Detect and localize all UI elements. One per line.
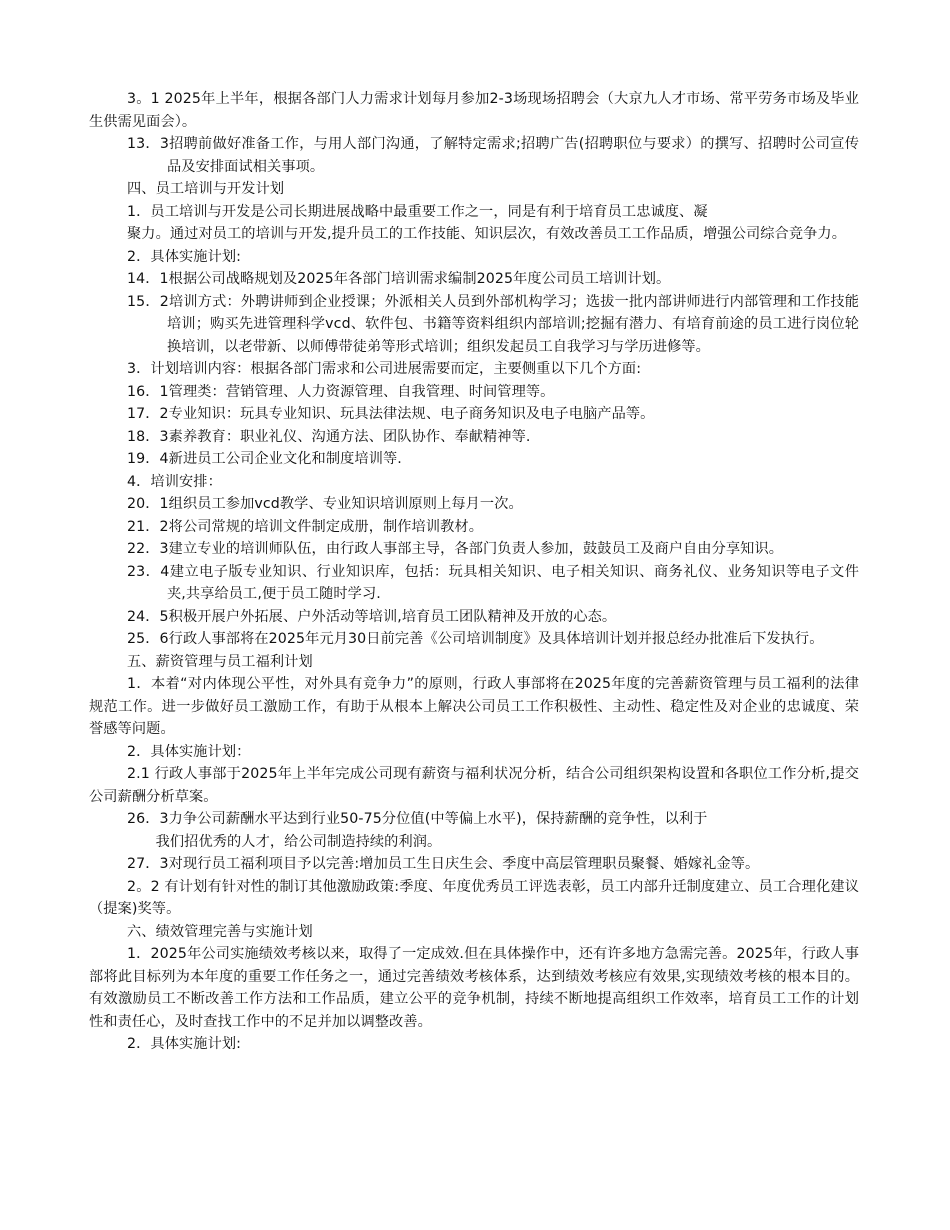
paragraph: 五、薪资管理与员工福利计划: [127, 653, 313, 670]
paragraph: 27．3对现行员工福利项目予以完善:增加员工生日庆生会、季度中高层管理职员聚餐、婚嫁礼金等。: [127, 856, 760, 872]
paragraph: 19．4新进员工公司企业文化和制度培训等.: [127, 451, 402, 467]
paragraph: 14．1根据公司战略规划及2025年各部门培训需求编制2025年度公司员工培训计划。: [127, 271, 671, 287]
paragraph: 16．1管理类：营销管理、人力资源管理、自我管理、时间管理等。: [127, 383, 555, 400]
paragraph: 4．培训安排：: [127, 473, 222, 490]
paragraph: 2.1 行政人事部于2025年上半年完成公司现有薪资与福利状况分析，结合公司组织架构设置和各职位工作分析,提交公司薪酬分析草案。: [89, 766, 859, 805]
paragraph: 24．5积极开展户外拓展、户外活动等培训,培育员工团队精神及开放的心态。: [127, 608, 617, 625]
paragraph: 2．具体实施计划：: [127, 743, 251, 760]
paragraph: 3．计划培训内容：根据各部门需求和公司进展需要而定，主要侧重以下几个方面:: [127, 361, 642, 377]
paragraph: 22．3建立专业的培训师队伍，由行政人事部主导，各部门负责人参加，鼓鼓员工及商户自由分享知识。: [127, 541, 784, 557]
paragraph: 20．1组织员工参加vcd教学、专业知识培训原则上每月一次。: [127, 496, 523, 512]
paragraph: 2．具体实施计划:: [127, 1036, 242, 1052]
paragraph: 17．2专业知识：玩具专业知识、玩具法律法规、电子商务知识及电子电脑产品等。: [127, 406, 655, 422]
paragraph: 13．3招聘前做好准备工作，与用人部门沟通，了解特定需求;招聘广告(招聘职位与要求）的撰写、招聘时公司宣传品及安排面试相关事项。: [127, 136, 859, 175]
paragraph: 1．员工培训与开发是公司长期进展战略中最重要工作之一，同是有利于培育员工忠诚度、凝: [127, 203, 708, 220]
paragraph: 我们招优秀的人才，给公司制造持续的利润。: [127, 833, 442, 850]
paragraph: 25．6行政人事部将在2025年元月30日前完善《公司培训制度》及具体培训计划并报总经办批准后下发执行。: [127, 631, 824, 647]
paragraph: 26．3力争公司薪酬水平达到行业50-75分位值(中等偏上水平)，保持薪酬的竞争性，以利于: [127, 811, 708, 827]
paragraph: 四、员工培训与开发计划: [127, 181, 285, 197]
paragraph: 21．2将公司常规的培训文件制定成册，制作培训教材。: [127, 518, 483, 535]
paragraph: 六、绩效管理完善与实施计划: [127, 923, 313, 940]
paragraph: 3。1 2025年上半年，根据各部门人力需求计划每月参加2-3场现场招聘会（大京九人才市场、常平劳务市场及毕业生供需见面会）。: [89, 91, 859, 130]
paragraph: 2。2 有计划有针对性的制订其他激励政策:季度、年度优秀员工评选表彰，员工内部升迁制度建立、员工合理化建议（提案)奖等。: [89, 878, 859, 917]
paragraph: 2．具体实施计划:: [127, 248, 242, 265]
paragraph: 15．2培训方式：外聘讲师到企业授课；外派相关人员到外部机构学习；选拔一批内部讲师进行内部管理和工作技能培训；购买先进管理科学vcd、软件包、书籍等资料组织内部培训;挖掘有潜力、有培育前途的员工进行岗位轮换培训，以老带新、以师傅带徒弟等形式培训；组织发起员工自我学习与学历进修等。: [127, 293, 859, 355]
paragraph: 1．本着“对内体现公平性，对外具有竞争力”的原则，行政人事部将在2025年度的完善薪资管理与员工福利的法律规范工作。进一步做好员工激励工作，有助于从根本上解决公司员工工作积极性、主动性、稳定性及对企业的忠诚度、荣誉感等问题。: [89, 676, 859, 737]
paragraph: 1．2025年公司实施绩效考核以来，取得了一定成效.但在具体操作中，还有许多地方急需完善。2025年，行政人事部将此目标列为本年度的重要工作任务之一，通过完善绩效考核体系，达到绩效考核应有效果,实现绩效考核的根本目的。有效激励员工不断改善工作方法和工作品质，建立公平的竞争机制，持续不断地提高组织工作效率，培育员工工作的计划性和责任心，及时查找工作中的不足并加以调整改善。: [89, 946, 859, 1030]
document-body: [89, 88, 859, 1056]
paragraph: 聚力。通过对员工的培训与开发,提升员工的工作技能、知识层次，有效改善员工工作品质，增强公司综合竞争力。: [127, 226, 846, 242]
paragraph: 23．4建立电子版专业知识、行业知识库，包括：玩具相关知识、电子相关知识、商务礼仪、业务知识等电子文件夹,共享给员工,便于员工随时学习.: [127, 563, 859, 602]
paragraph: 18．3素养教育：职业礼仪、沟通方法、团队协作、奉献精神等.: [127, 428, 531, 445]
